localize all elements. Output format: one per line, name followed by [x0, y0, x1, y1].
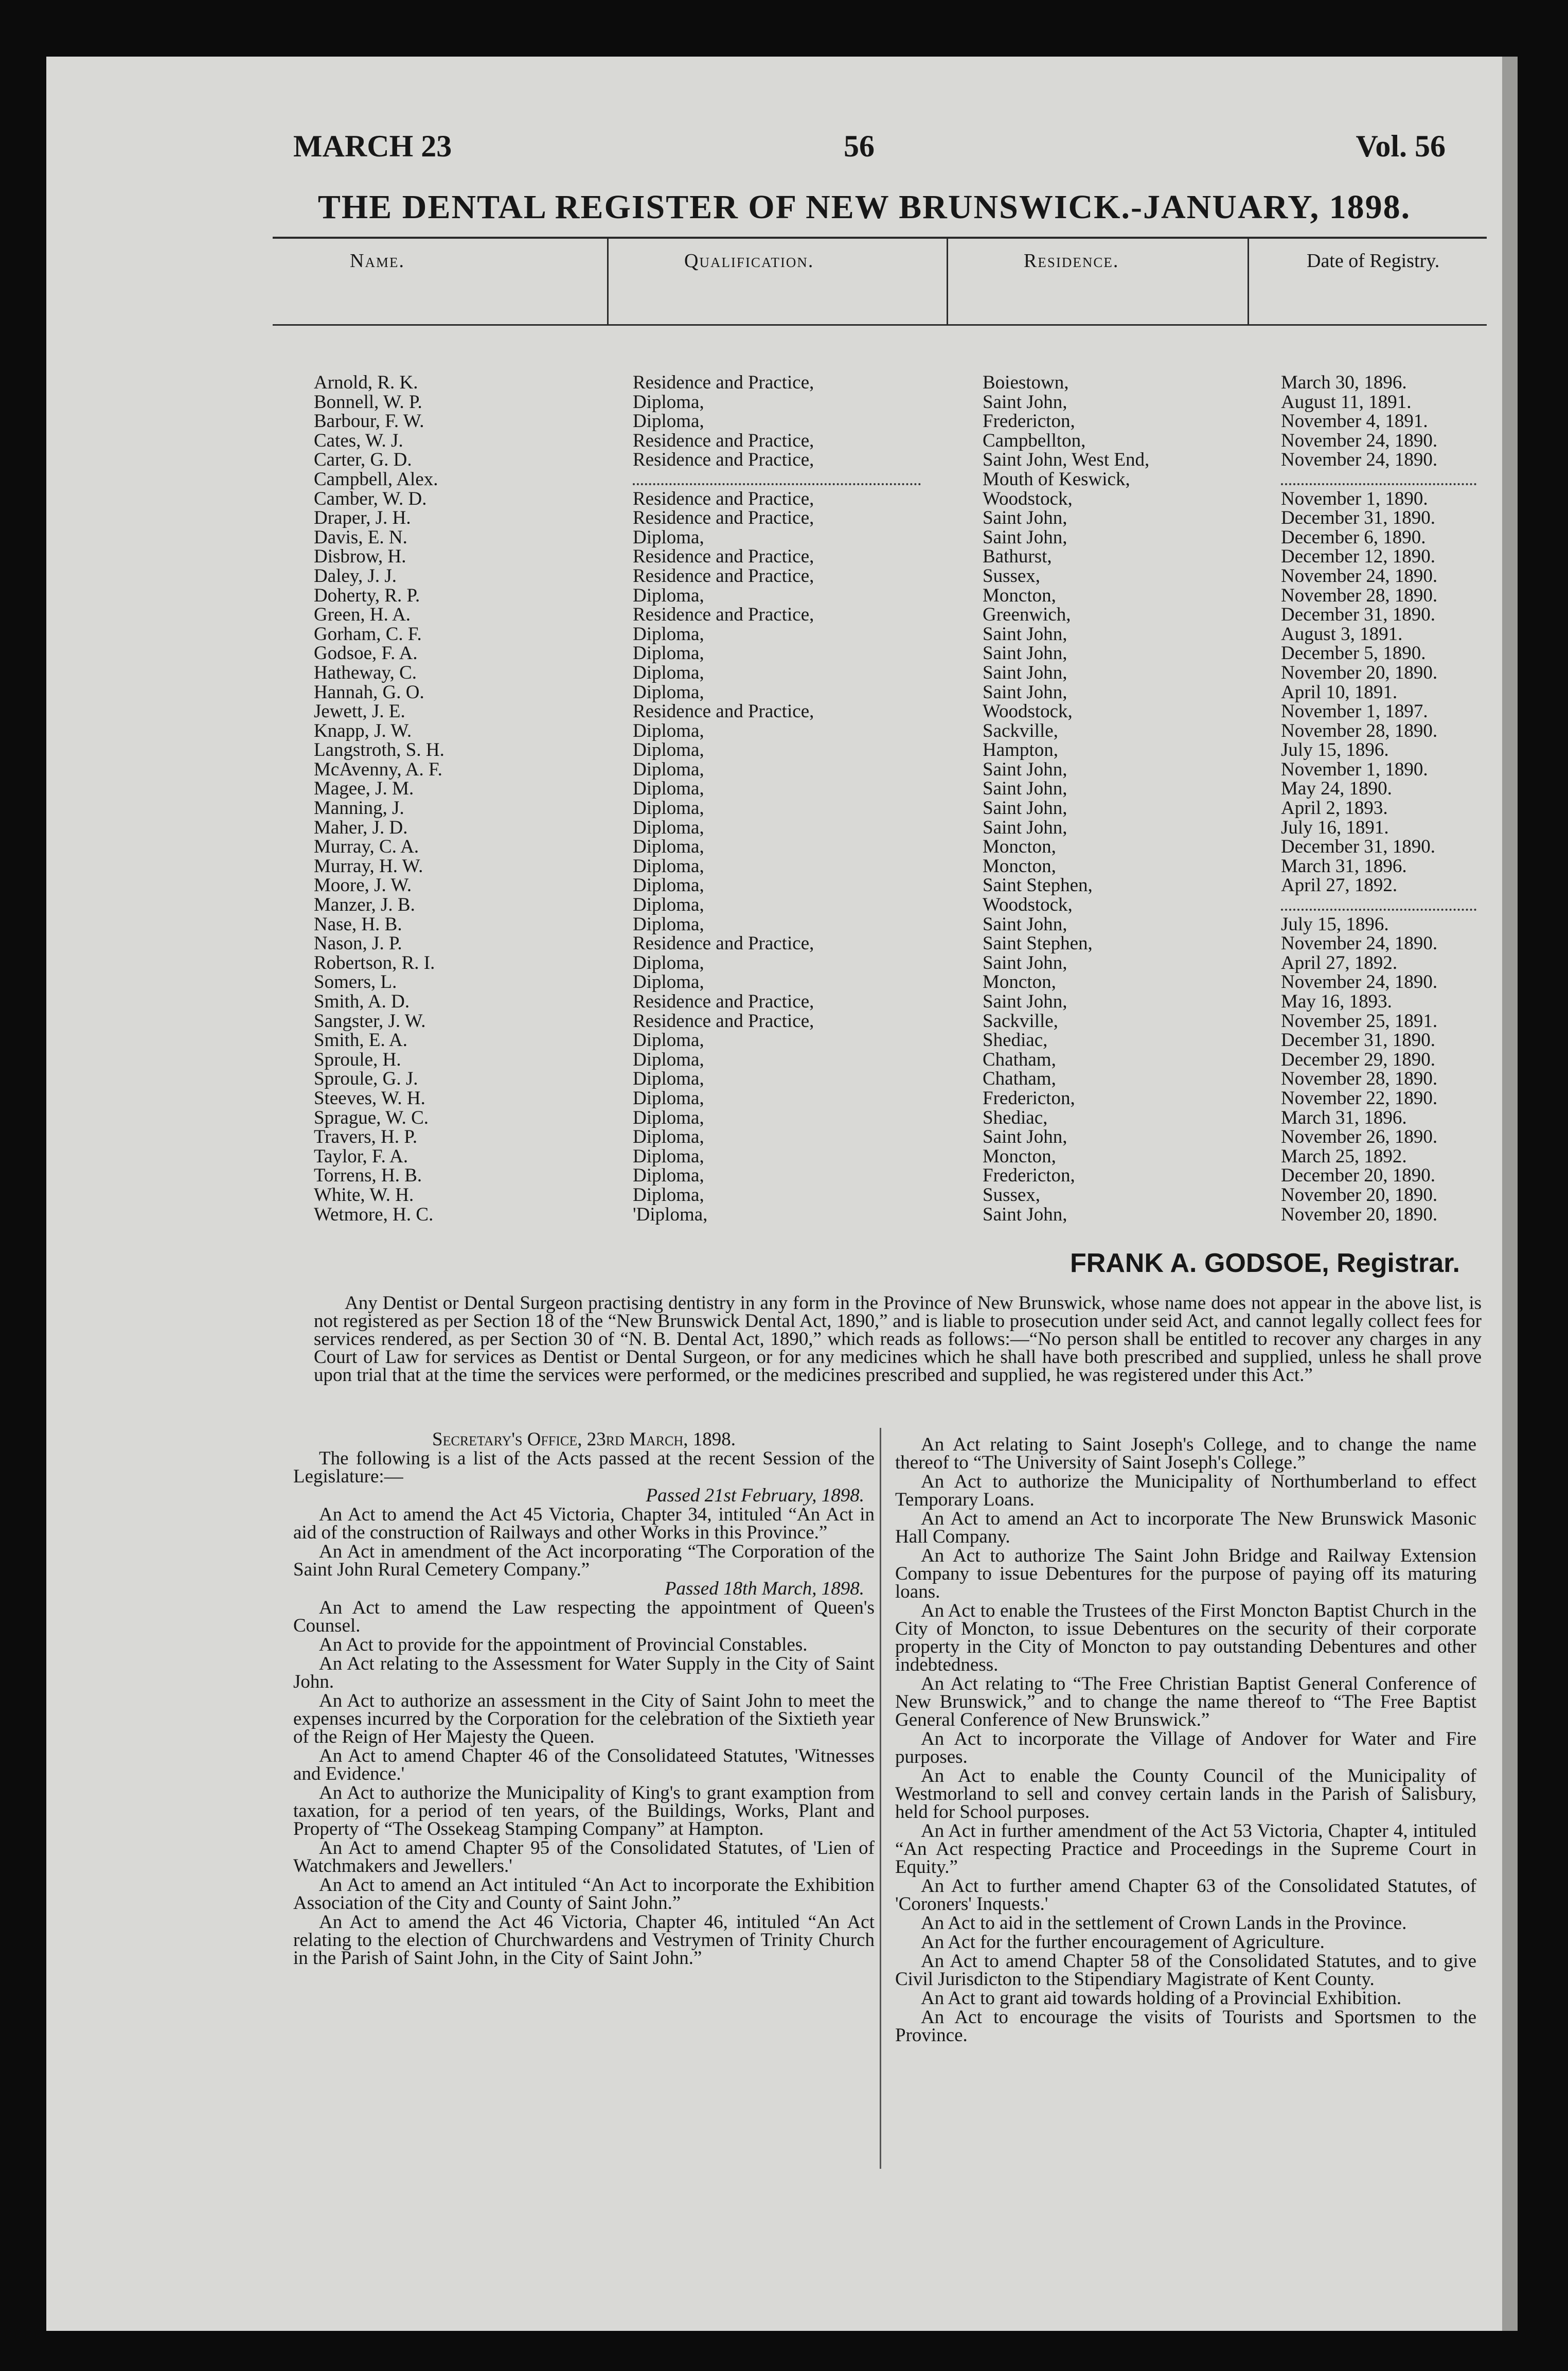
- registrant-residence: Boiestown,: [983, 372, 1069, 393]
- registry-date: April 10, 1891.: [1281, 681, 1398, 703]
- registrant-name: Murray, H. W.: [314, 855, 423, 877]
- header-volume: Vol. 56: [1356, 129, 1446, 163]
- registrant-qualification: Diploma,: [633, 585, 704, 606]
- registry-date: May 24, 1890.: [1281, 778, 1392, 800]
- registrant-qualification: Diploma,: [633, 1184, 704, 1206]
- registrant-residence: Saint John,: [983, 991, 1067, 1012]
- registry-date: November 25, 1891.: [1281, 1010, 1438, 1032]
- registrant-residence: Chatham,: [983, 1068, 1056, 1090]
- act-entry: An Act to amend the Act 45 Victoria, Chapter 34, intituled “An Act in aid of the construction of Railways and other Works in this Province.”: [293, 1504, 875, 1543]
- act-entry: An Act to amend an Act intituled “An Act to incorporate the Exhibition Association of the City and County of Saint John.”: [293, 1874, 875, 1914]
- registry-date: March 31, 1896.: [1281, 1107, 1407, 1128]
- registrar-signature: FRANK A. GODSOE, Registrar.: [1070, 1248, 1460, 1278]
- registry-date: December 20, 1890.: [1281, 1165, 1436, 1187]
- secretary-office-line: Secretary's Office, 23rd March, 1898.: [432, 1429, 736, 1450]
- registry-date: November 24, 1890.: [1281, 971, 1438, 993]
- registrant-qualification: Diploma,: [633, 1068, 704, 1090]
- registrant-qualification: Residence and Practice,: [633, 372, 814, 393]
- name-column: [314, 373, 633, 1224]
- registrant-qualification: Diploma,: [633, 836, 704, 858]
- registrant-name: Murray, C. A.: [314, 836, 419, 858]
- registry-date: November 20, 1890.: [1281, 1204, 1438, 1225]
- registrant-name: Sproule, G. J.: [314, 1068, 418, 1090]
- table-header-rule: [273, 324, 1487, 326]
- registrant-qualification: Diploma,: [633, 739, 704, 761]
- registrant-qualification: Diploma,: [633, 1087, 704, 1109]
- registrant-qualification: Residence and Practice,: [633, 1010, 814, 1032]
- registrant-name: Steeves, W. H.: [314, 1087, 425, 1109]
- registrant-qualification: Residence and Practice,: [633, 449, 814, 471]
- registrant-qualification: Diploma,: [633, 817, 704, 838]
- act-entry: An Act to authorize an assessment in the City of Saint John to meet the expenses incurred by the Corporation for the celebration of the Sixtieth year of the Reign of Her Majesty the Queen.: [293, 1690, 875, 1747]
- act-entry: An Act to enable the County Council of the Municipality of Westmorland to sell and convey certain lands in the Parish of Salisbury, held for School purposes.: [895, 1765, 1476, 1823]
- registrant-qualification: Diploma,: [633, 1049, 704, 1070]
- column-header-date: Date of Registry.: [1307, 250, 1440, 272]
- dotted-leader: [1281, 897, 1476, 911]
- column-header-residence: Residence.: [1024, 250, 1119, 272]
- registry-date: December 12, 1890.: [1281, 546, 1436, 568]
- registrant-name: McAvenny, A. F.: [314, 758, 442, 780]
- registrant-name: Godsoe, F. A.: [314, 643, 418, 664]
- registrant-qualification: Diploma,: [633, 778, 704, 800]
- registrant-name: Maher, J. D.: [314, 817, 408, 838]
- registrant-name: Somers, L.: [314, 971, 397, 993]
- registry-date: November 20, 1890.: [1281, 662, 1438, 683]
- registrant-name: Sprague, W. C.: [314, 1107, 429, 1128]
- registrant-residence: Moncton,: [983, 585, 1056, 606]
- registrant-residence: Saint John,: [983, 526, 1067, 548]
- registrant-residence: Moncton,: [983, 971, 1056, 993]
- registrant-residence: Saint John,: [983, 758, 1067, 780]
- act-entry: An Act to grant aid towards holding of a Provincial Exhibition.: [921, 1988, 1402, 2009]
- registrant-name: Taylor, F. A.: [314, 1145, 408, 1167]
- registrant-residence: Sackville,: [983, 1010, 1058, 1032]
- registry-date: November 24, 1890.: [1281, 430, 1438, 451]
- registrant-qualification: Residence and Practice,: [633, 604, 814, 626]
- registrant-residence: Saint John,: [983, 681, 1067, 703]
- registry-date: December 5, 1890.: [1281, 643, 1426, 664]
- registry-date: December 31, 1890.: [1281, 836, 1436, 858]
- act-entry: An Act to amend the Act 46 Victoria, Chapter 46, intituled “An Act relating to the election of Churchwardens and Vestrymen of Trinity Church in the Parish of Saint John, in the City of Saint John.”: [293, 1912, 875, 1969]
- registrant-residence: Mouth of Keswick,: [983, 468, 1130, 490]
- registrant-residence: Saint John,: [983, 778, 1067, 800]
- registry-date: July 16, 1891.: [1281, 817, 1389, 838]
- registrant-residence: Campbellton,: [983, 430, 1086, 451]
- registrant-qualification: Diploma,: [633, 1126, 704, 1148]
- registry-date: November 1, 1890.: [1281, 758, 1428, 780]
- registrant-residence: Fredericton,: [983, 411, 1075, 432]
- registrant-qualification: Residence and Practice,: [633, 701, 814, 722]
- registrant-residence: Woodstock,: [983, 894, 1073, 916]
- registrant-residence: Saint John,: [983, 662, 1067, 683]
- registrant-residence: Shediac,: [983, 1107, 1048, 1128]
- registrant-name: Green, H. A.: [314, 604, 411, 626]
- registrant-name: Wetmore, H. C.: [314, 1204, 434, 1225]
- registry-date: July 15, 1896.: [1281, 739, 1389, 761]
- registrant-residence: Saint Stephen,: [983, 875, 1093, 896]
- registry-date: December 6, 1890.: [1281, 526, 1426, 548]
- registrant-name: Nase, H. B.: [314, 913, 402, 935]
- registrant-name: Travers, H. P.: [314, 1126, 418, 1148]
- registrant-qualification: Diploma,: [633, 526, 704, 548]
- registry-date: March 31, 1896.: [1281, 855, 1407, 877]
- registrant-residence: Hampton,: [983, 739, 1058, 761]
- registrant-name: Disbrow, H.: [314, 546, 406, 568]
- registrant-residence: Saint John,: [983, 391, 1067, 413]
- registrant-qualification: Diploma,: [633, 411, 704, 432]
- column-divider: [947, 237, 948, 324]
- registrant-name: Bonnell, W. P.: [314, 391, 422, 413]
- registrant-qualification: Diploma,: [633, 1030, 704, 1051]
- date-column: [1281, 373, 1487, 1224]
- registry-date: March 25, 1892.: [1281, 1145, 1407, 1167]
- registrant-qualification: Residence and Practice,: [633, 991, 814, 1012]
- registrant-qualification: Diploma,: [633, 855, 704, 877]
- registrant-residence: Woodstock,: [983, 488, 1073, 509]
- registry-date: July 15, 1896.: [1281, 913, 1389, 935]
- residence-column: [983, 373, 1281, 1224]
- registrant-qualification: Residence and Practice,: [633, 507, 814, 529]
- act-entry: An Act in amendment of the Act incorporating “The Corporation of the Saint John Rural Cemetery Company.”: [293, 1541, 875, 1580]
- acts-left-column: [293, 1430, 875, 1968]
- act-entry: An Act relating to the Assessment for Water Supply in the City of Saint John.: [293, 1653, 875, 1692]
- registrant-residence: Bathurst,: [983, 546, 1052, 568]
- registrant-qualification: Diploma,: [633, 623, 704, 645]
- registrant-qualification: 'Diploma,: [633, 1204, 708, 1225]
- act-entry: An Act to amend an Act to incorporate The New Brunswick Masonic Hall Company.: [895, 1508, 1476, 1547]
- registrant-qualification: Residence and Practice,: [633, 546, 814, 568]
- registrant-residence: Chatham,: [983, 1049, 1056, 1070]
- registrant-residence: Greenwich,: [983, 604, 1071, 626]
- registrant-name: Doherty, R. P.: [314, 585, 420, 606]
- registrant-qualification: Diploma,: [633, 391, 704, 413]
- registrant-qualification: Diploma,: [633, 875, 704, 896]
- column-divider: [1248, 237, 1249, 324]
- registrant-residence: Sussex,: [983, 565, 1041, 587]
- header-date: MARCH 23: [293, 129, 452, 163]
- registry-date: November 1, 1897.: [1281, 701, 1428, 722]
- act-entry: An Act in further amendment of the Act 53 Victoria, Chapter 4, intituled “An Act respecting Practice and Proceedings in the Supreme Court in Equity.”: [895, 1820, 1476, 1878]
- registry-date: December 29, 1890.: [1281, 1049, 1436, 1070]
- registrant-name: Nason, J. P.: [314, 933, 402, 954]
- registrant-residence: Moncton,: [983, 836, 1056, 858]
- registry-date: December 31, 1890.: [1281, 1030, 1436, 1051]
- registrant-name: Manning, J.: [314, 798, 404, 819]
- registrant-name: Hannah, G. O.: [314, 681, 424, 703]
- registrant-name: Arnold, R. K.: [314, 372, 418, 393]
- registrant-name: Manzer, J. B.: [314, 894, 415, 916]
- registry-date: November 28, 1890.: [1281, 1068, 1438, 1090]
- registrant-name: Knapp, J. W.: [314, 720, 412, 741]
- registrant-qualification: Diploma,: [633, 971, 704, 993]
- register-title: THE DENTAL REGISTER OF NEW BRUNSWICK.-JANUARY, 1898.: [317, 188, 1411, 226]
- registry-date: August 3, 1891.: [1281, 623, 1403, 645]
- column-header-name: Name.: [350, 250, 405, 272]
- registrant-name: Langstroth, S. H.: [314, 739, 444, 761]
- registry-date: April 27, 1892.: [1281, 875, 1398, 896]
- registrant-qualification: Diploma,: [633, 643, 704, 664]
- dotted-leader: [1281, 472, 1476, 485]
- registrant-name: Robertson, R. I.: [314, 952, 435, 974]
- registrant-qualification: Residence and Practice,: [633, 430, 814, 451]
- registrant-qualification: Diploma,: [633, 952, 704, 974]
- act-entry: An Act relating to Saint Joseph's College, and to change the name thereof to “The University of Saint Joseph's College.”: [895, 1434, 1476, 1473]
- registrant-qualification: Diploma,: [633, 1165, 704, 1187]
- registry-date: November 26, 1890.: [1281, 1126, 1438, 1148]
- registration-notice: Any Dentist or Dental Surgeon practising dentistry in any form in the Province of New Brunswick, whose name does not appear in the above list, is not registered as per Section 18 of the “New Brunswick Dental Act, 1890,” and is liable to prosecution under seid Act, and cannot legally collect fees for services rendered, as per Section 30 of “N. B. Dental Act, 1890,” which reads as follows:—“No person shall be entitled to recover any charges in any Court of Law for services as Dentist or Dental Surgeon, or for any medicines which he shall have both prescribed and supplied, unless he shall prove upon trial that at the time the services were performed, or the medicines prescribed and supplied, he was registered under this Act.”: [314, 1293, 1482, 1386]
- registrant-residence: Saint Stephen,: [983, 933, 1093, 954]
- column-divider: [880, 1428, 881, 2169]
- registrant-name: Draper, J. H.: [314, 507, 411, 529]
- registrant-residence: Moncton,: [983, 855, 1056, 877]
- registrant-name: Moore, J. W.: [314, 875, 412, 896]
- table-top-rule: [273, 237, 1487, 239]
- column-divider: [607, 237, 609, 324]
- registrant-name: Sproule, H.: [314, 1049, 401, 1070]
- registry-date: November 22, 1890.: [1281, 1087, 1438, 1109]
- act-entry: An Act to further amend Chapter 63 of the Consolidated Statutes, of 'Coroners' Inquests.': [895, 1875, 1476, 1915]
- registry-date: November 1, 1890.: [1281, 488, 1428, 509]
- registrant-name: Campbell, Alex.: [314, 468, 438, 490]
- registry-date: December 31, 1890.: [1281, 507, 1436, 529]
- registrant-name: Cates, W. J.: [314, 430, 403, 451]
- registrant-residence: Saint John,: [983, 952, 1067, 974]
- act-entry: An Act to amend Chapter 95 of the Consolidated Statutes, of 'Lien of Watchmakers and Jewellers.': [293, 1837, 875, 1877]
- registrant-name: Barbour, F. W.: [314, 411, 424, 432]
- registry-date: November 28, 1890.: [1281, 585, 1438, 606]
- act-entry: An Act to aid in the settlement of Crown Lands in the Province.: [921, 1913, 1407, 1934]
- registrant-residence: Moncton,: [983, 1145, 1056, 1167]
- act-entry: An Act to authorize the Municipality of Northumberland to effect Temporary Loans.: [895, 1471, 1476, 1510]
- registry-date: December 31, 1890.: [1281, 604, 1436, 626]
- acts-right-column: [895, 1436, 1476, 2045]
- registrant-name: Daley, J. J.: [314, 565, 397, 587]
- qualification-column: [633, 373, 967, 1224]
- page-header: [293, 129, 1446, 196]
- registrant-residence: Saint John,: [983, 507, 1067, 529]
- registrant-residence: Saint John,: [983, 798, 1067, 819]
- registrant-qualification: Residence and Practice,: [633, 933, 814, 954]
- act-entry: An Act to authorize The Saint John Bridge and Railway Extension Company to issue Debentures for the purpose of paying off its maturing loans.: [895, 1545, 1476, 1602]
- act-entry: An Act to amend Chapter 46 of the Consolidateed Statutes, 'Witnesses and Evidence.': [293, 1745, 875, 1784]
- registrant-residence: Saint John, West End,: [983, 449, 1150, 471]
- registrant-name: Jewett, J. E.: [314, 701, 405, 722]
- act-entry: An Act to provide for the appointment of Provincial Constables.: [319, 1634, 808, 1655]
- registry-date: May 16, 1893.: [1281, 991, 1392, 1012]
- registry-date: November 20, 1890.: [1281, 1184, 1438, 1206]
- registrant-name: Carter, G. D.: [314, 449, 412, 471]
- registrant-name: Smith, E. A.: [314, 1030, 407, 1051]
- registrant-qualification: Diploma,: [633, 681, 704, 703]
- registrant-qualification: [633, 470, 967, 489]
- act-entry: An Act to amend the Law respecting the appointment of Queen's Counsel.: [293, 1597, 875, 1636]
- registrant-qualification: Residence and Practice,: [633, 565, 814, 587]
- registry-date: November 28, 1890.: [1281, 720, 1438, 741]
- registry-date: [1281, 895, 1487, 915]
- registrant-qualification: Diploma,: [633, 913, 704, 935]
- registrant-qualification: Diploma,: [633, 1145, 704, 1167]
- passed-date-1: Passed 21st February, 1898.: [646, 1485, 864, 1506]
- registrant-residence: Saint John,: [983, 623, 1067, 645]
- act-entry: An Act for the further encouragement of Agriculture.: [921, 1932, 1325, 1953]
- registrant-residence: Woodstock,: [983, 701, 1073, 722]
- acts-intro: The following is a list of the Acts passed at the recent Session of the Legislature:—: [293, 1448, 875, 1487]
- registrant-name: Sangster, J. W.: [314, 1010, 426, 1032]
- registry-date: March 30, 1896.: [1281, 372, 1407, 393]
- registry-date: November 24, 1890.: [1281, 933, 1438, 954]
- dotted-leader: [633, 472, 921, 485]
- registrant-residence: Sackville,: [983, 720, 1058, 741]
- act-entry: An Act to authorize the Municipality of King's to grant examption from taxation, for a period of ten years, of the Buildings, Works, Plant and Property of “The Ossekeag Stamping Company” at Hampton.: [293, 1782, 875, 1839]
- registry-date: November 24, 1890.: [1281, 565, 1438, 587]
- header-page-number: 56: [844, 129, 875, 163]
- registrant-residence: Shediac,: [983, 1030, 1048, 1051]
- registry-date: August 11, 1891.: [1281, 391, 1412, 413]
- registrant-name: Davis, E. N.: [314, 526, 407, 548]
- act-entry: An Act to encourage the visits of Tourists and Sportsmen to the Province.: [895, 2007, 1476, 2046]
- registrant-residence: Saint John,: [983, 817, 1067, 838]
- registrant-name: Hatheway, C.: [314, 662, 417, 683]
- registrant-residence: Fredericton,: [983, 1087, 1075, 1109]
- registrant-qualification: Residence and Practice,: [633, 488, 814, 509]
- registrant-qualification: Diploma,: [633, 662, 704, 683]
- registrant-name: Magee, J. M.: [314, 778, 414, 800]
- registrant-residence: Sussex,: [983, 1184, 1041, 1206]
- registrant-residence: Saint John,: [983, 1204, 1067, 1225]
- registrant-qualification: Diploma,: [633, 894, 704, 916]
- registry-date: April 27, 1892.: [1281, 952, 1398, 974]
- act-entry: An Act to amend Chapter 58 of the Consolidated Statutes, and to give Civil Jurisdicton to the Stipendiary Magistrate of Kent County.: [895, 1951, 1476, 1990]
- act-entry: An Act relating to “The Free Christian Baptist General Conference of New Brunswick,” and to change the name thereof to “The Free Baptist General Conference of New Brunswick.”: [895, 1673, 1476, 1730]
- registrant-name: White, W. H.: [314, 1184, 414, 1206]
- registry-date: November 4, 1891.: [1281, 411, 1428, 432]
- registrant-qualification: Diploma,: [633, 758, 704, 780]
- registrant-name: Camber, W. D.: [314, 488, 427, 509]
- registrant-qualification: Diploma,: [633, 798, 704, 819]
- registry-date: [1281, 470, 1487, 489]
- registrant-residence: Fredericton,: [983, 1165, 1075, 1187]
- registrant-name: Gorham, C. F.: [314, 623, 422, 645]
- passed-date-2: Passed 18th March, 1898.: [664, 1578, 864, 1599]
- registrant-qualification: Diploma,: [633, 720, 704, 741]
- registrant-residence: Saint John,: [983, 643, 1067, 664]
- registrant-residence: Saint John,: [983, 913, 1067, 935]
- registrant-name: Torrens, H. B.: [314, 1165, 422, 1187]
- registrant-name: Smith, A. D.: [314, 991, 410, 1012]
- newspaper-page: [46, 57, 1518, 2331]
- registry-date: April 2, 1893.: [1281, 798, 1388, 819]
- registrant-qualification: Diploma,: [633, 1107, 704, 1128]
- act-entry: An Act to incorporate the Village of Andover for Water and Fire purposes.: [895, 1728, 1476, 1767]
- registrant-residence: Saint John,: [983, 1126, 1067, 1148]
- act-entry: An Act to enable the Trustees of the First Moncton Baptist Church in the City of Moncton, to issue Debentures on the security of their corporate property in the City of Moncton to pay outstanding Debentures and other indebtedness.: [895, 1600, 1476, 1675]
- registry-date: November 24, 1890.: [1281, 449, 1438, 471]
- column-header-qualification: Qualification.: [684, 250, 814, 272]
